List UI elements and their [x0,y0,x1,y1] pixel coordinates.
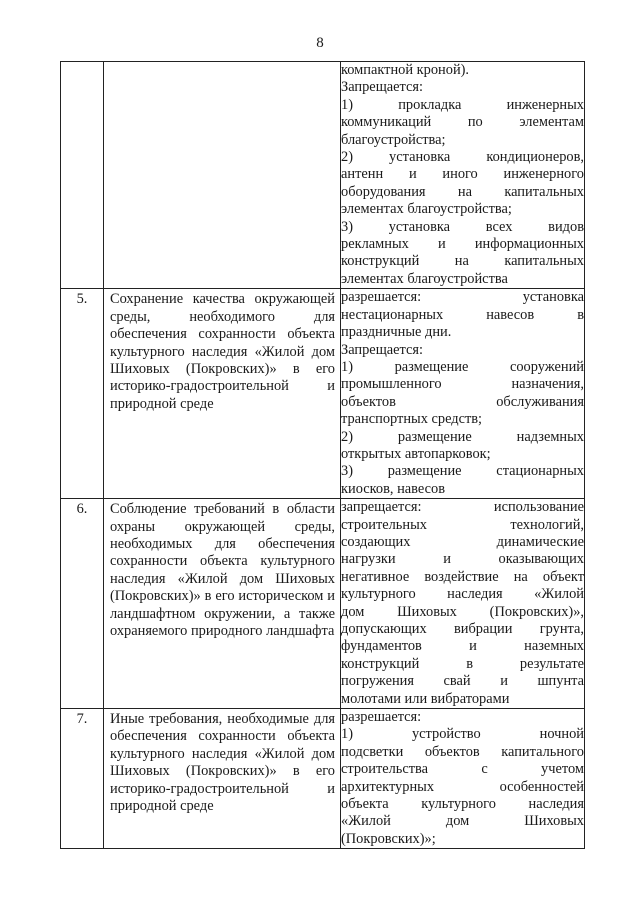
page-number: 8 [316,35,324,51]
rules-cell [341,709,585,849]
rule-line: фундаментов и наземных [341,638,584,655]
rule-line: «Жилой дом Шиховых [341,813,584,830]
rule-line: конструкций на капитальных [341,253,584,270]
rule-line: антенн и иного инженерного [341,166,584,183]
rule-line: объектов обслуживания [341,393,584,410]
requirement-cell [104,62,341,289]
rule-line: оборудования на капитальных [341,183,584,200]
rule-line: промышленного назначения, [341,376,584,393]
row-number: 5. [76,291,88,308]
row-number: 6. [76,501,88,518]
table-row [61,499,585,709]
rule-line: 3) размещение стационарных [341,463,584,480]
rule-line: подсветки объектов капитального [341,743,584,760]
rule-line: элементах благоустройства [341,270,508,287]
rule-line: молотами или вибраторами [341,690,510,707]
rule-line: коммуникаций по элементам [341,114,584,131]
requirement-cell [104,709,341,849]
rule-line: 1) устройство ночной [341,726,584,743]
table-row [61,62,585,289]
rule-line: (Покровских)»; [341,830,436,847]
rule-line: 1) прокладка инженерных [341,96,584,113]
requirement-text: Соблюдение требований в области охраны окружающей среды, необходимых для обеспечения сохранности объекта культурного наследия «Жилой дом Шиховых (Покровских)» в его историческом и ландшафтном окружении, а также охраняемого природного ландшафта [110,501,335,639]
rule-line: 1) размещение сооружений [341,358,584,375]
rule-line: компактной кроной). [341,62,470,78]
rule-line: погружения свай и шпунта [341,673,584,690]
rule-line: открытых автопарковок; [341,445,491,462]
rule-line: транспортных средств; [341,411,483,428]
rule-line: Запрещается: [341,341,424,358]
rule-line: нагрузки и оказывающих [341,551,584,568]
rule-line: 3) установка всех видов [341,218,584,235]
rule-line: благоустройства; [341,131,446,148]
requirement-cell [104,499,341,709]
row-number-cell [61,709,104,849]
rule-line: запрещается: использование [341,499,584,516]
rule-line: строительства с учетом [341,761,584,778]
row-number [61,62,103,64]
rule-line: культурного наследия «Жилой [341,586,584,603]
row-number-cell [61,62,104,289]
rule-line: разрешается: установка [341,289,584,306]
rule-line: 2) размещение надземных [341,428,584,445]
rule-line: киосков, навесов [341,480,446,497]
rule-line: Запрещается: [341,79,424,96]
rules-cell [341,499,585,709]
rules-cell [341,289,585,499]
requirement-cell [104,289,341,499]
rule-line: дом Шиховых (Покровских)», [341,603,584,620]
regulations-table [60,61,585,849]
rule-line: создающих динамические [341,533,584,550]
rule-line: объекта культурного наследия [341,796,584,813]
table-row [61,709,585,849]
row-number-cell [61,499,104,709]
table-row [61,289,585,499]
rule-line: строительных технологий, [341,516,584,533]
rule-line: нестационарных навесов в [341,306,584,323]
row-number-cell [61,289,104,499]
requirement-text: Сохранение качества окружающей среды, необходимого для обеспечения сохранности объекта культурного наследия «Жилой дом Шиховых (Покровских)» в его историко-градостроительной и природной среде [110,291,335,412]
rule-line: допускающих вибрации грунта, [341,621,584,637]
row-number: 7. [76,711,88,728]
rule-line: праздничные дни. [341,324,452,341]
rule-line: архитектурных особенностей [341,778,584,795]
rule-line: негативное воздействие на объект [341,568,584,585]
rules-cell [341,62,585,289]
rule-line: конструкций в результате [341,655,584,672]
requirement-text: Иные требования, необходимые для обеспечения сохранности объекта культурного наследия «Жилой дом Шиховых (Покровских)» в его историко-градостроительной и природной среде [110,711,335,815]
rule-line: разрешается: [341,709,422,726]
rule-line: рекламных и информационных [341,236,584,253]
rule-line: 2) установка кондиционеров, [341,149,584,166]
rule-line: элементах благоустройства; [341,201,512,218]
requirement-text [104,62,340,64]
